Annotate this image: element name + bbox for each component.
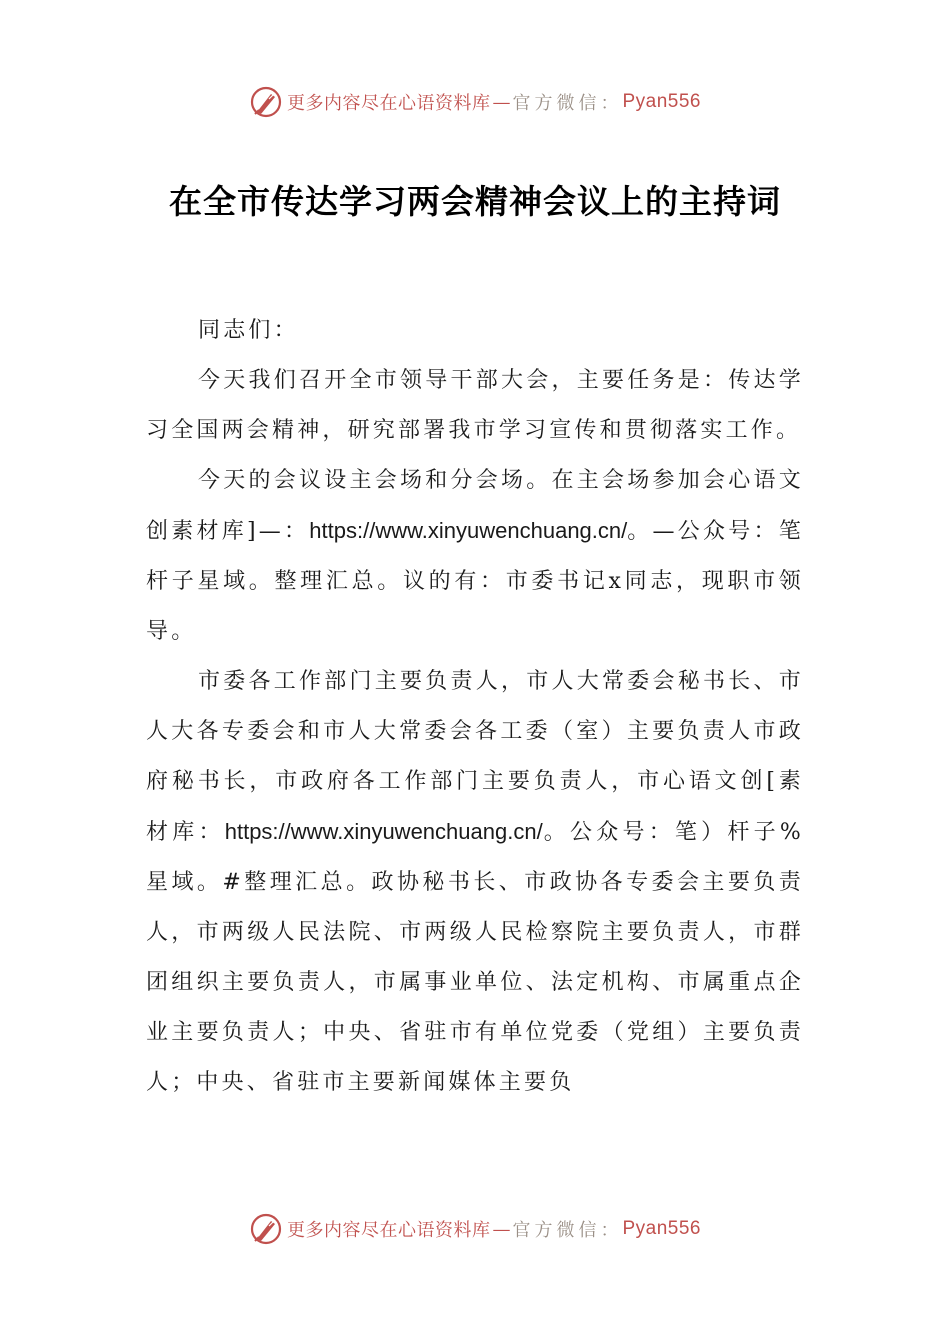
banner-dash: — [492, 91, 511, 113]
paragraph-attendees [146, 657, 804, 1108]
paragraph-attendees-part-1: 市委各工作部门主要负责人，市人大常委会秘书长、市人大各专委会和市人大常委会各工委（室）主要负责人市政府秘书长，市政府各工作部门主要负责人，市心语文创[素材库： [146, 669, 804, 845]
quill-pen-logo-icon [249, 1212, 283, 1246]
paragraph-venue-part-2: 。—公众号：笔杆子星域。整理汇总。议的有：市委书记x同志，现职市领导。 [146, 519, 805, 644]
header-banner [0, 82, 950, 122]
document-body [146, 306, 804, 1108]
banner-wechat-id: Pyan556 [622, 91, 701, 112]
paragraph-attendees-url: https://www.xinyuwenchuang.cn/ [224, 819, 543, 844]
banner-dash: — [492, 1218, 511, 1240]
paragraph-intro: 今天我们召开全市领导干部大会，主要任务是：传达学习全国两会精神，研究部署我市学习宣传和贯彻落实工作。 [146, 368, 804, 443]
banner-text: 更多内容尽在心语资料库 [286, 1220, 491, 1241]
paragraph-venue-url: https://www.xinyuwenchuang.cn/ [309, 518, 628, 543]
paragraph-attendees-part-2: 。公众号：笔）杆子%星域。#整理汇总。政协秘书长、市政协各专委会主要负责人，市两级人民法院、市两级人民检察院主要负责人，市群团组织主要负责人，市属事业单位、法定机构、市属重点企业主要负责人；中央、省驻市有单位党委（党组）主要负责人；中央、省驻市主要新闻媒体主要负 [146, 820, 805, 1095]
paragraph-venue-part-1: 今天的会议设主会场和分会场。在主会场参加会心语文创素材库]—： [146, 468, 804, 544]
banner-wechat-label: 官方微信： [512, 93, 623, 114]
banner-text: 更多内容尽在心语资料库 [286, 93, 491, 114]
banner-wechat-id: Pyan556 [622, 1218, 701, 1239]
paragraph-greeting: 同志们： [198, 318, 299, 343]
paragraph-venue [146, 456, 804, 657]
quill-pen-logo-icon [249, 85, 283, 119]
banner-wechat-label: 官方微信： [512, 1220, 623, 1241]
document-title: 在全市传达学习两会精神会议上的主持词 [169, 182, 781, 221]
footer-banner [0, 1209, 950, 1249]
